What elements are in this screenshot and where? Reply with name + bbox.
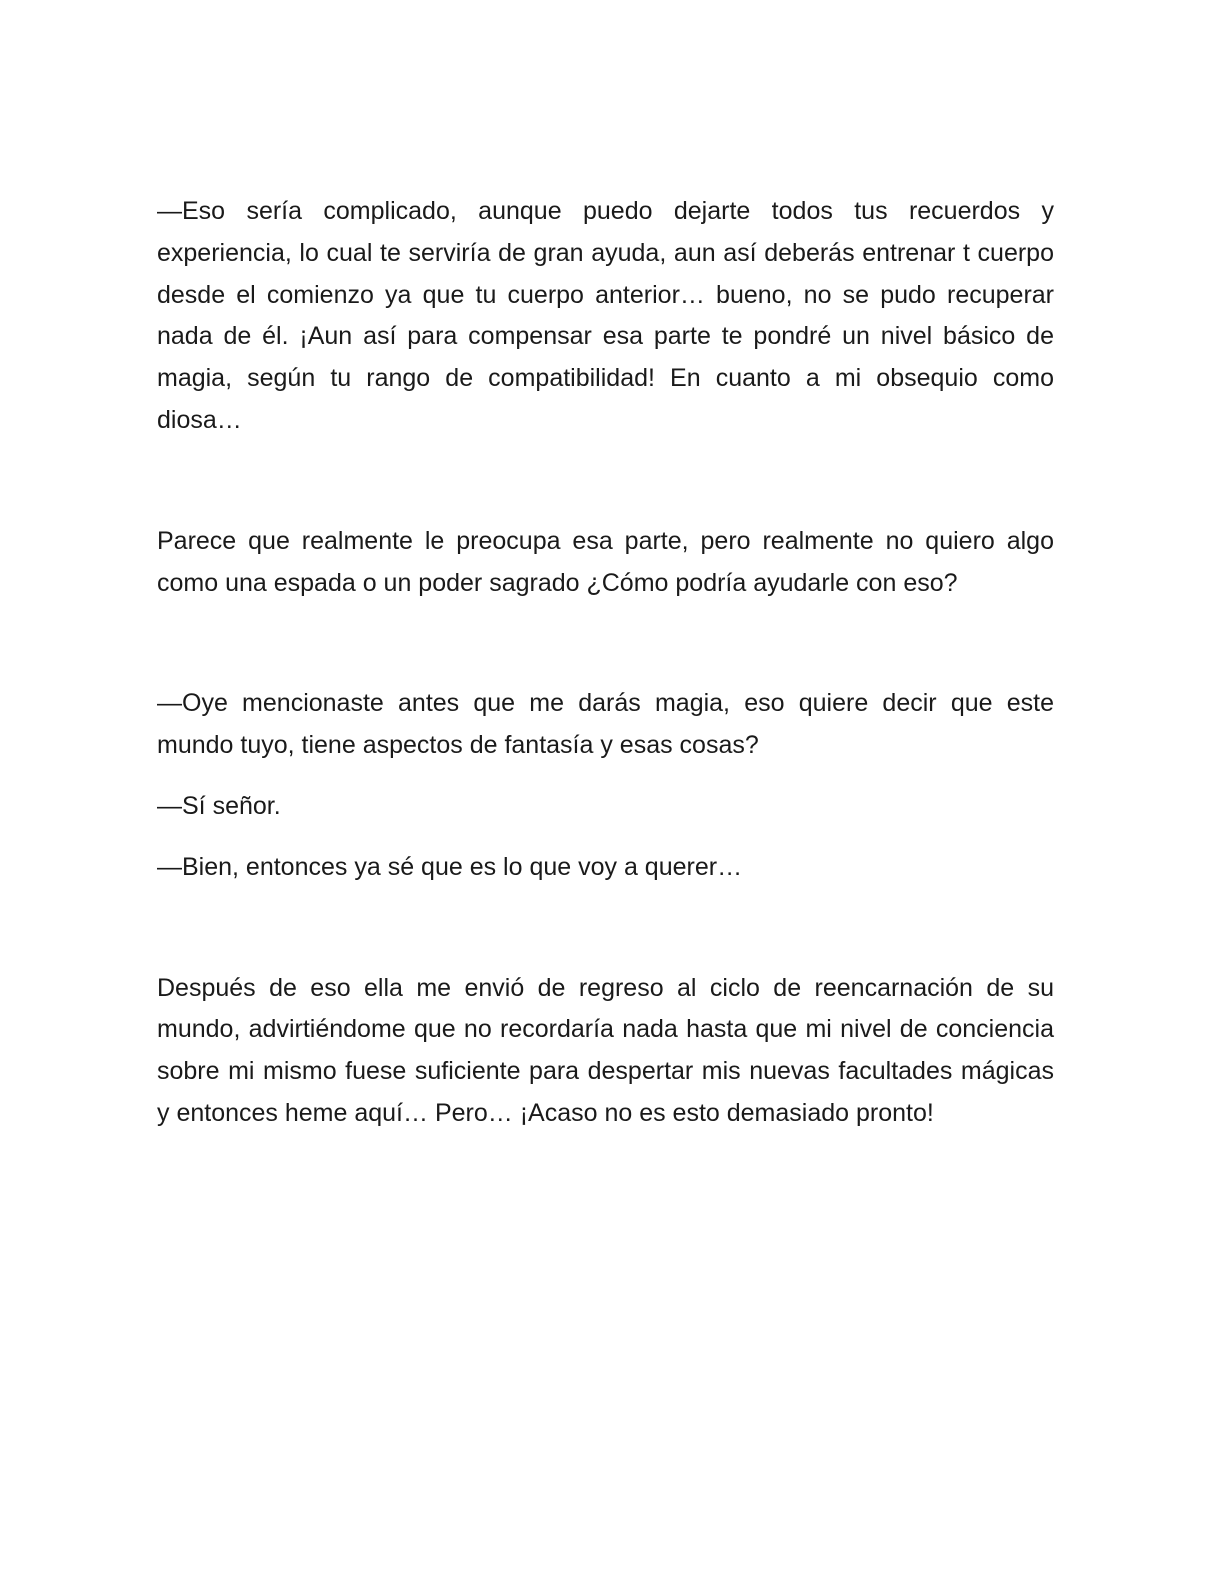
paragraph-goddess-offer: —Eso sería complicado, aunque puedo dejarte todos tus recuerdos y experiencia, lo cual te serviría de gran ayuda, aun así deberás entrenar t cuerpo desde el comienzo ya que tu cuerpo anterior… bueno, no se pudo recuperar nada de él. ¡Aun así para compensar esa parte te pondré un nivel básico de magia, según tu rango de compatibilidad! En cuanto a mi obsequio como diosa… xyxy=(157,197,1054,434)
paragraph-spacer xyxy=(157,889,1054,968)
paragraph-reincarnation: Después de eso ella me envió de regreso al ciclo de reencarnación de su mundo, advirtiéndome que no recordaría nada hasta que mi nivel de conciencia sobre mi mismo fuese suficiente para despertar mis nuevas facultades mágicas y entonces heme aquí… Pero… ¡Acaso no es esto demasiado pronto! xyxy=(157,973,1054,1127)
paragraph-narration-concern: Parece que realmente le preocupa esa parte, pero realmente no quiero algo como una espada o un poder sagrado ¿Cómo podría ayudarle con eso? xyxy=(157,526,1054,597)
paragraph-spacer xyxy=(157,828,1054,847)
paragraph-magic-question: —Oye mencionaste antes que me darás magia, eso quiere decir que este mundo tuyo, tiene aspectos de fantasía y esas cosas? xyxy=(157,689,1054,760)
paragraph-spacer xyxy=(157,604,1054,683)
paragraph-reply-yes: —Sí señor. xyxy=(157,791,281,820)
paragraph-spacer xyxy=(157,767,1054,786)
document-page xyxy=(157,191,1054,1135)
paragraph-decision: —Bien, entonces ya sé que es lo que voy a querer… xyxy=(157,852,743,881)
paragraph-spacer xyxy=(157,442,1054,521)
